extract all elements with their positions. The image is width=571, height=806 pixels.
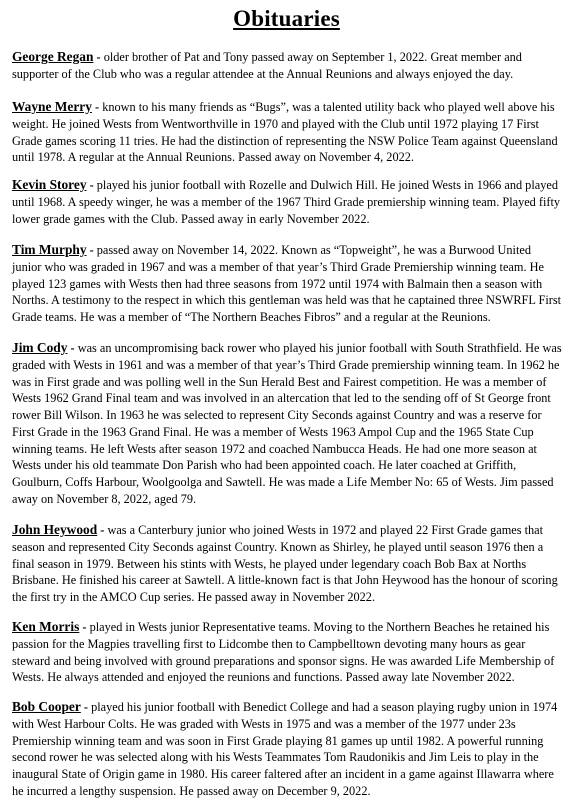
person-name: Wayne Merry	[12, 99, 92, 114]
name-separator: -	[93, 50, 104, 64]
person-name: Jim Cody	[12, 340, 68, 355]
obituary-text: older brother of Pat and Tony passed away on September 1, 2022. Great member and supporter of the Club who was a regular attendee at the Annual Reunions and always enjoyed the day.	[12, 50, 522, 81]
name-separator: -	[91, 100, 103, 114]
obituary-entry	[12, 242, 563, 326]
obituary-text: played his junior football with Benedict College and had a season playing rugby union in 1974 with West Harbour Colts. He was graded with Wests in 1975 and was a member of the 1977 under 23s Premiership winning team and was soon in First Grade playing 81 games up until 1982. A powerful running second rower he was selected along with his Wests Teammates Tom Raudonikis and Jim Leis to play in the inaugural State of Origin game in 1980. His career faltered after an incident in a game against Illawarra where he incurred a lengthy suspension. He passed away on December 9, 2022.	[12, 700, 558, 798]
name-separator: -	[97, 523, 108, 537]
person-name: George Regan	[12, 49, 94, 64]
person-name: John Heywood	[12, 522, 98, 537]
person-name: Tim Murphy	[12, 242, 87, 257]
person-name: Bob Cooper	[12, 699, 81, 714]
name-separator: -	[67, 341, 78, 355]
name-separator: -	[86, 178, 97, 192]
obituaries-page	[0, 6, 571, 806]
obituary-entry	[12, 340, 563, 508]
name-separator: -	[80, 700, 92, 714]
obituary-text: played in Wests junior Representative teams. Moving to the Northern Beaches he retained his passion for the Magpies travelling first to Lidcombe then to Campbelltown devoting many hours as gear steward and being involved with ground preparations and sponsor signs. He was awarded Life Membership of Wests. He always attended and enjoyed the reunions and functions. Passed away late November 2022.	[12, 620, 555, 685]
obituary-entry	[12, 699, 563, 800]
obituary-text: known to his many friends as “Bugs”, was a talented utility back who played well above his weight. He joined Wests from Wentworthville in 1970 and played with the Club until 1972 playing 17 First Grade games scoring 11 tries. He had the distinction of representing the NSW Police Team against Queensland until 1978. A regular at the Annual Reunions. Passed away on November 4, 2022.	[12, 100, 558, 165]
obituary-entry	[12, 177, 563, 227]
person-name: Kevin Storey	[12, 177, 87, 192]
obituary-text: was a Canterbury junior who joined Wests in 1972 and played 22 First Grade games that season and represented City Seconds against Country. Known as Shirley, he played until season 1976 then a final season in 1979. Between his stints with Wests, he played under legendary coach Bob Bax at Norths Brisbane. He finished his career at Sawtell. A little-known fact is that John Heywood has the honour of scoring the first try in the AMCO Cup series. He passed away in November 2022.	[12, 523, 558, 604]
obituary-text: passed away on November 14, 2022. Known as “Topweight”, he was a Burwood United junior who was graded in 1967 and was a member of that year’s Third Grade Premiership winning team. He played 123 games with Wests then had three seasons from 1972 until 1974 with Balmain then a season with Norths. A testimony to the respect in which this gentleman was held was that he captained three NSWRFL First Grade teams. He was a member of “The Northern Beaches Fibros” and a regular at the Reunions.	[12, 243, 562, 324]
person-name: Ken Morris	[12, 619, 80, 634]
page-title: Obituaries	[233, 6, 340, 31]
obituary-text: was an uncompromising back rower who played his junior football with South Strathfield. He was graded with Wests in 1961 and was a member of that year’s Third Grade premiership winning team. In 1962 he was in First grade and was polling well in the Sun Herald Best and Fairest competition. He was a member of Wests 1962 Grand Final team and was involved in an altercation that led to the sending off of St George front rower Bill Wilson. In 1963 he was selected to represent City Seconds against Country and was a reserve for First Grade in the 1963 Grand Final. He was a member of Wests 1963 Ampol Cup and the 1965 State Cup winning teams. He left Wests after season 1972 and coached Nambucca Heads. He had one more season at Wests under his old teammate Don Parish who had been appointed coach. He later coached at Griffith, Goulburn, Coffs Harbour, Woolgoolga and Sawtell. He was made a Life Member No: 65 of Wests. Jim passed away on November 8, 2022, aged 79.	[12, 341, 562, 506]
name-separator: -	[86, 243, 97, 257]
name-separator: -	[79, 620, 90, 634]
obituary-text: played his junior football with Rozelle and Dulwich Hill. He joined Wests in 1966 and played until 1968. A speedy winger, he was a member of the 1967 Third Grade premiership winning team. Played fifty lower grade games with the Club. Passed away in early November 2022.	[12, 178, 561, 226]
obituary-entry	[12, 522, 563, 606]
obituary-entry	[12, 99, 563, 166]
obituary-entry	[12, 49, 563, 83]
obituary-entry	[12, 619, 563, 686]
